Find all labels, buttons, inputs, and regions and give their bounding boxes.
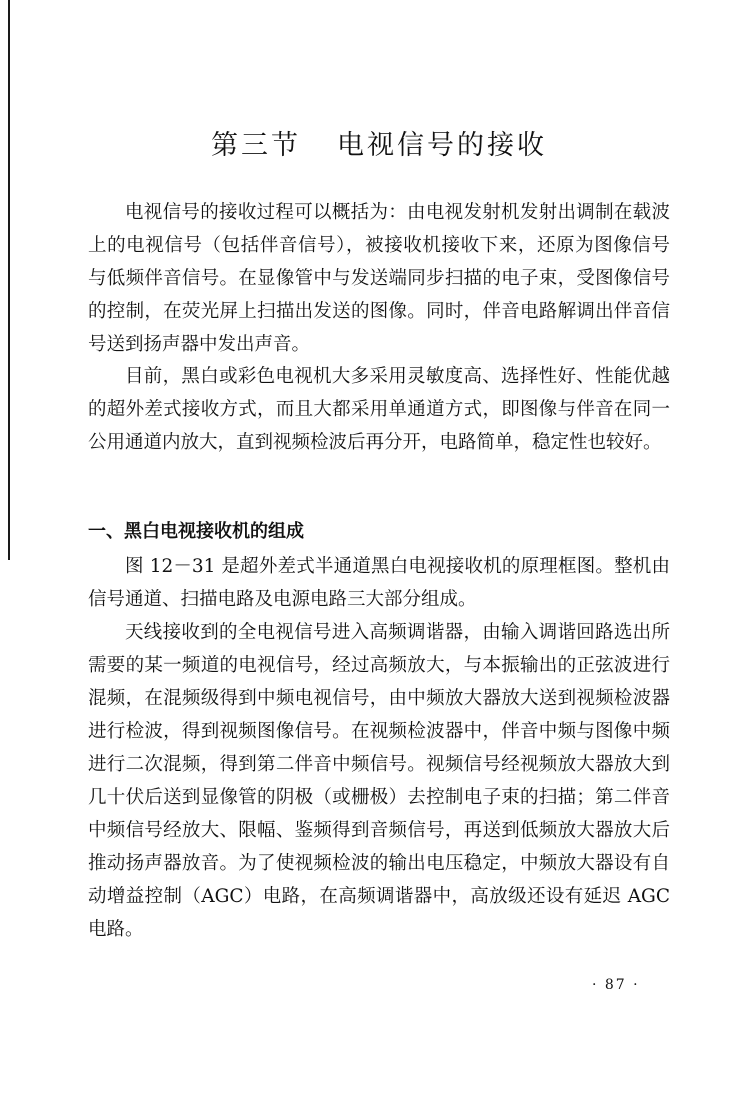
figure-reference-paragraph: 图 12－31 是超外差式半通道黑白电视接收机的原理框图。整机由信号通道、扫描电路及电源电路三大部分组成。 — [88, 556, 670, 610]
page-binding-edge — [8, 0, 10, 560]
section-name: 电视信号的接收 — [337, 130, 547, 161]
intro-paragraph: 电视信号的接收过程可以概括为：由电视发射机发射出调制在载波上的电视信号（包括伴音信号），被接收机接收下来，还原为图像信号与低频伴音信号。在显像管中与发送端同步扫描的电子束，受图像信号的控制，在荧光屏上扫描出发送的图像。同时，伴音电路解调出伴音信号送到扬声器中发出声音。 — [88, 202, 670, 355]
page-number: · 87 · — [592, 977, 640, 993]
subsection-heading: 一、黑白电视接收机的组成 — [88, 520, 304, 542]
section-title — [88, 128, 670, 164]
section-number: 第三节 — [211, 130, 301, 161]
current-method-paragraph: 目前，黑白或彩色电视机大多采用灵敏度高、选择性好、性能优越的超外差式接收方式，而且大都采用单通道方式，即图像与伴音在同一公用通道内放大，直到视频检波后再分开，电路简单，稳定性也较好。 — [88, 366, 670, 453]
receiver-description-paragraph: 天线接收到的全电视信号进入高频调谐器，由输入调谐回路选出所需要的某一频道的电视信号，经过高频放大，与本振输出的正弦波进行混频，在混频级得到中频电视信号，由中频放大器放大送到视频检波器进行检波，得到视频图像信号。在视频检波器中，伴音中频与图像中频进行二次混频，得到第二伴音中频信号。视频信号经视频放大器放大到几十伏后送到显像管的阴极（或栅极）去控制电子束的扫描；第二伴音中频信号经放大、限幅、鉴频得到音频信号，再送到低频放大器放大后推动扬声器放音。为了使视频检波的输出电压稳定，中频放大器设有自动增益控制（AGC）电路，在高频调谐器中，高放级还设有延迟 AGC 电路。 — [88, 622, 670, 940]
